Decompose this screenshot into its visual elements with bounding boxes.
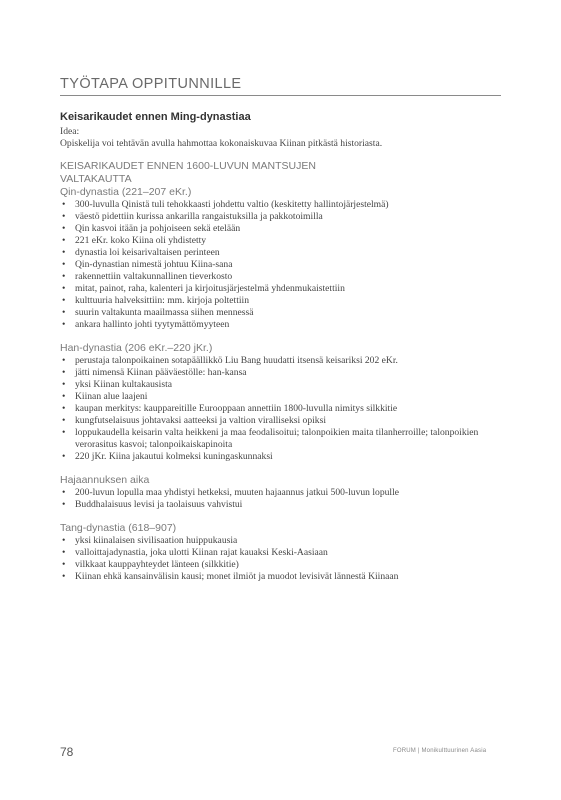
period-heading: Han-dynastia (206 eKr.–220 jKr.) (60, 342, 213, 354)
header-divider (60, 95, 501, 96)
list-item: • 300-luvulla Qinistä tuli tehokkaasti johdettu valtio (keskitetty hallintojärjestelmä) (60, 199, 500, 211)
intro-text: Opiskelija voi tehtävän avulla hahmottaa kokonaiskuvaa Kiinan pitkästä historiasta. (60, 138, 383, 149)
period-heading: Qin-dynastia (221–207 eKr.) (60, 186, 192, 198)
section-heading: KEISARIKAUDET ENNEN 1600-LUVUN MANTSUJEN VALTAKAUTTA (60, 160, 316, 185)
list-item: • suurin valtakunta maailmassa siihen mennessä (60, 307, 500, 319)
bullet-list (60, 199, 500, 331)
list-item: • kaupan merkitys: kauppareitille Eurooppaan annettiin 1800-luvulla nimitys silkkitie (60, 403, 500, 415)
period-han (60, 342, 500, 463)
list-item: • 221 eKr. koko Kiina oli yhdistetty (60, 235, 500, 247)
list-item: • Qin-dynastian nimestä johtuu Kiina-sana (60, 259, 500, 271)
page-content (60, 110, 500, 583)
list-item: • kungfutselaisuus johtavaksi aatteeksi ja valtion viralliseksi opiksi (60, 415, 500, 427)
list-item: • mitat, painot, raha, kalenteri ja kirjoitusjärjestelmä yhdenmukaistettiin (60, 283, 500, 295)
list-item: • Kiinan ehkä kansainvälisin kausi; monet ilmiöt ja muodot levisivät lännestä Kiinaan (60, 571, 500, 583)
bullet-list (60, 355, 500, 463)
list-item: • loppukaudella keisarin valta heikkeni ja maa feodalisoitui; talonpoikien maita tilanherroille; talonpoikien verorasitus kasvoi; talonpoikaiskapinoita (60, 427, 500, 451)
bullet-list (60, 487, 500, 511)
list-item: • Kiinan alue laajeni (60, 391, 500, 403)
intro-label: Idea: (60, 126, 80, 137)
list-item: • jätti nimensä Kiinan pääväestölle: han-kansa (60, 367, 500, 379)
bullet-list (60, 535, 500, 583)
page-header-title: TYÖTAPA OPPITUNNILLE (60, 76, 242, 92)
page-number: 78 (60, 745, 74, 759)
period-qin (60, 186, 500, 331)
list-item: • ankara hallinto johti tyytymättömyyteen (60, 319, 500, 331)
list-item: • dynastia loi keisarivaltaisen perinteen (60, 247, 500, 259)
period-tang (60, 522, 500, 583)
footer-publication: FORUM | Monikulttuurinen Aasia (393, 748, 487, 754)
list-item: • 220 jKr. Kiina jakautui kolmeksi kuningaskunnaksi (60, 451, 500, 463)
period-heading: Hajaannuksen aika (60, 474, 150, 486)
list-item: • Buddhalaisuus levisi ja taolaisuus vahvistui (60, 499, 500, 511)
period-disunity (60, 474, 500, 511)
exercise-title: Keisarikaudet ennen Ming-dynastiaa (60, 111, 251, 123)
list-item: • 200-luvun lopulla maa yhdistyi hetkeksi, muuten hajaannus jatkui 500-luvun lopulle (60, 487, 500, 499)
list-item: • kulttuuria halveksittiin: mm. kirjoja poltettiin (60, 295, 500, 307)
list-item: • rakennettiin valtakunnallinen tieverkosto (60, 271, 500, 283)
list-item: • perustaja talonpoikainen sotapäällikkö Liu Bang huudatti itsensä keisariksi 202 eKr. (60, 355, 500, 367)
period-heading: Tang-dynastia (618–907) (60, 522, 177, 534)
list-item: • Qin kasvoi itään ja pohjoiseen sekä etelään (60, 223, 500, 235)
list-item: • yksi Kiinan kultakausista (60, 379, 500, 391)
list-item: • yksi kiinalaisen sivilisaation huippukausia (60, 535, 500, 547)
list-item: • valloittajadynastia, joka ulotti Kiinan rajat kauaksi Keski-Aasiaan (60, 547, 500, 559)
list-item: • väestö pidettiin kurissa ankarilla rangaistuksilla ja pakkotoimilla (60, 211, 500, 223)
list-item: • vilkkaat kauppayhteydet länteen (silkkitie) (60, 559, 500, 571)
